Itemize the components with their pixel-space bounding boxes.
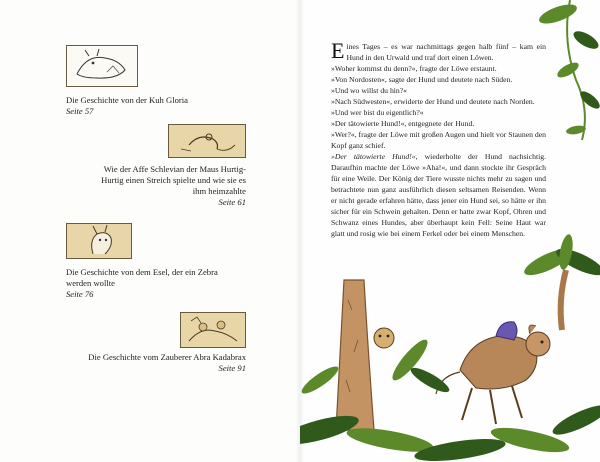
paragraph: »Von Nordosten«, sagte der Hund und deutete nach Süden. — [331, 75, 513, 84]
paragraph-text: ines Tages – es war nachmittags gegen halb fünf – kam ein Hund in den Urwald und traf dort einen Löwen. — [346, 42, 546, 62]
toc-page-number: Seite 57 — [66, 106, 94, 116]
toc-title: Die Geschichte von dem Esel, der ein Zebra werden wollte — [66, 267, 218, 288]
toc-page-number: Seite 76 — [66, 289, 94, 299]
vine-leaves — [537, 0, 600, 140]
paragraph: »Woher kommst du denn?«, fragte der Löwe erstaunt. — [331, 64, 497, 73]
toc-title: Die Geschichte von der Kuh Gloria — [66, 95, 188, 105]
toc-page-number: Seite 91 — [218, 363, 246, 373]
paragraph: »Und wo willst du hin?« — [331, 86, 408, 95]
monkey-mouse-sketch-icon — [168, 124, 246, 158]
paragraph: »Nach Südwesten«, erwiderte der Hund und deutete nach Norden. — [331, 97, 535, 106]
paragraph: »Wer?«, fragte der Löwe mit großen Augen und hielt vor Staunen den Kopf ganz schief. — [331, 130, 546, 150]
dog-character — [436, 322, 550, 424]
palm-tree — [521, 233, 600, 330]
cow-sketch-icon — [66, 45, 138, 87]
paragraph: »Der tätowierte Hund!«, entgegnete der Hund. — [331, 119, 475, 128]
drop-cap: E — [331, 38, 345, 63]
toc-entry-3 — [66, 267, 236, 300]
toc-title: Die Geschichte vom Zauberer Abra Kadabrax — [88, 352, 246, 362]
paragraph: »Und wer bist du eigentlich?« — [331, 108, 424, 117]
jungle-illustration — [300, 0, 600, 462]
donkey-sketch-icon — [66, 223, 132, 259]
wizard-sketch-icon — [180, 312, 246, 348]
italic-quote: »Der tätowierte Hund!« — [331, 152, 416, 161]
toc-title: Wie der Affe Schlevian der Maus Hurtig-Hurtig einen Streich spielte und wie sie es ihm heimzahlte — [101, 164, 246, 196]
toc-entry-1 — [66, 95, 236, 117]
tree-trunk — [336, 280, 374, 430]
paragraph-text: , wiederholte der Hund nachsichtig. Daraufhin machte der Löwe »Aha!«, und dann stockte ihr Gespräch für eine Weile. Der König der Tiere wusste nichts mehr zu sagen und betrachtete nun ganz ausführlich diesen seltsamen Reisenden. Wenn er nicht gerade erfahren hätte, dass jener ein Hund sei, so hätte er ihn sicher für ein Schwein gehalten. Denn er hatte zwar Kopf, Ohren und Schwanz eines Hundes, aber überhaupt kein Fell: Seine Haut war glatt und rosig wie bei einem Ferkel oder bei einem Menschen. — [331, 152, 546, 238]
toc-entry-4 — [80, 352, 246, 374]
toc-page-number: Seite 61 — [218, 197, 246, 207]
toc-entry-2 — [98, 164, 246, 208]
hidden-animal — [374, 328, 394, 348]
